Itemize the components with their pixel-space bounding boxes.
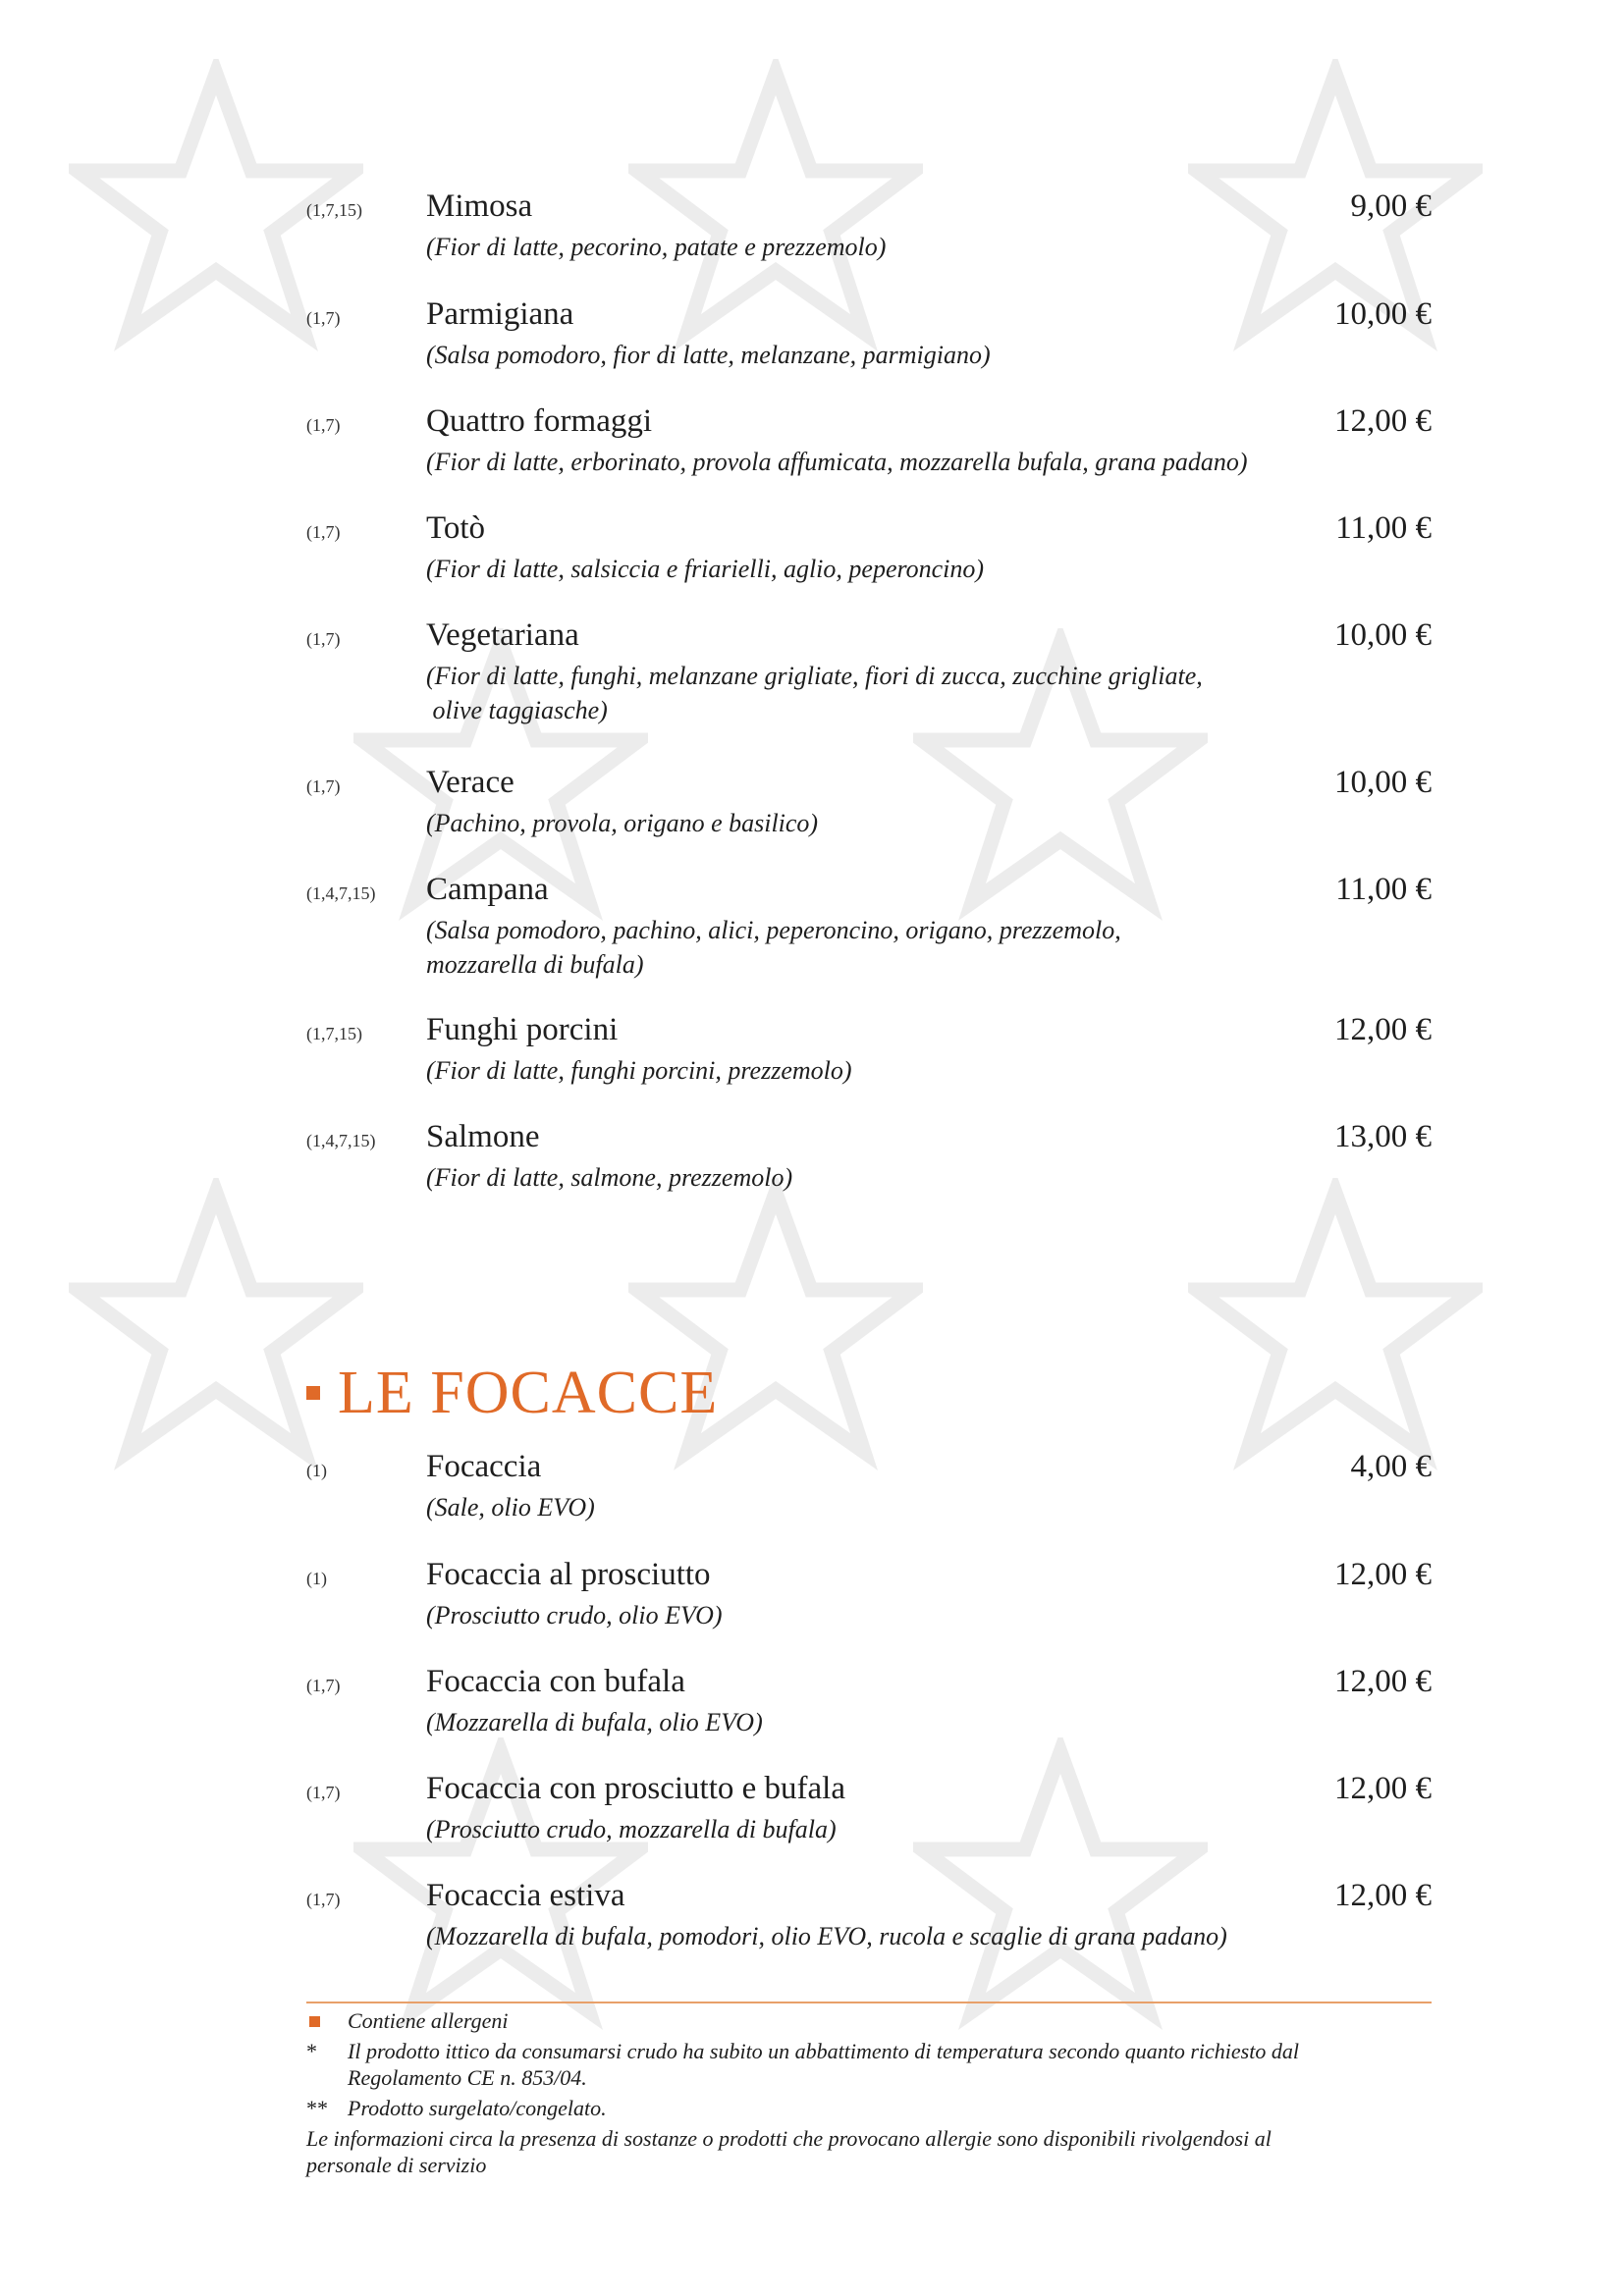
item-name: Mimosa — [426, 188, 533, 224]
item-price: 13,00 € — [1334, 1119, 1432, 1154]
item-name: Salmone — [426, 1119, 540, 1154]
item-price: 10,00 € — [1334, 765, 1432, 800]
allergen-code: (1,7) — [306, 415, 341, 435]
item-price: 9,00 € — [1350, 188, 1432, 224]
item-price: 4,00 € — [1350, 1449, 1432, 1484]
footer-divider — [306, 2002, 1432, 2003]
note-text: Il prodotto ittico da consumarsi crudo ha subito un abbattimento di temperatura secondo quanto richiesto dal — [348, 2039, 1299, 2063]
item-description: (Fior di latte, funghi porcini, prezzemolo) — [426, 1056, 852, 1085]
item-description: (Fior di latte, erborinato, provola affumicata, mozzarella bufala, grana padano) — [426, 448, 1248, 476]
allergen-code: (1,7) — [306, 1676, 341, 1695]
allergen-code: (1,7) — [306, 522, 341, 542]
item-name: Quattro formaggi — [426, 403, 653, 439]
footer-notes — [306, 2007, 1432, 2178]
allergen-code: (1,7) — [306, 308, 341, 328]
item-price: 12,00 € — [1334, 1878, 1432, 1913]
item-description-line: mozzarella di bufala) — [426, 950, 644, 979]
item-name: Focaccia al prosciutto — [426, 1557, 711, 1592]
item-description — [426, 913, 1271, 982]
double-asterisk-mark: ** — [306, 2096, 328, 2120]
item-price: 12,00 € — [1334, 1557, 1432, 1592]
item-description: (Mozzarella di bufala, pomodori, olio EVO, rucola e scaglie di grana padano) — [426, 1922, 1227, 1950]
note-text: Le informazioni circa la presenza di sostanze o prodotti che provocano allergie sono disponibili rivolgendosi al — [306, 2126, 1272, 2151]
note-allergy-info — [306, 2125, 1432, 2178]
item-name: Campana — [426, 872, 549, 907]
item-description: (Pachino, provola, origano e basilico) — [426, 809, 819, 837]
allergen-code: (1,7) — [306, 1890, 341, 1909]
allergen-code: (1,7) — [306, 629, 341, 649]
item-description: (Salsa pomodoro, fior di latte, melanzane, parmigiano) — [426, 341, 991, 369]
item-price: 12,00 € — [1334, 1664, 1432, 1699]
item-description-line: (Fior di latte, funghi, melanzane grigliate, fiori di zucca, zucchine grigliate, — [426, 662, 1203, 690]
item-price: 12,00 € — [1334, 1012, 1432, 1047]
item-name: Focaccia estiva — [426, 1878, 625, 1913]
item-name: Funghi porcini — [426, 1012, 619, 1047]
item-name: Verace — [426, 765, 514, 800]
section-title-text: LE FOCACCE — [338, 1360, 719, 1426]
square-bullet-icon — [306, 1386, 320, 1400]
allergen-code: (1) — [306, 1461, 327, 1480]
allergen-code: (1,7) — [306, 776, 341, 796]
item-price: 10,00 € — [1334, 296, 1432, 332]
note-raw-fish — [306, 2038, 1432, 2091]
item-price: 11,00 € — [1335, 510, 1432, 546]
note-text: Contiene allergeni — [348, 2008, 509, 2033]
note-text: Regolamento CE n. 853/04. — [348, 2065, 587, 2090]
watermark-logo-icon — [1188, 1178, 1483, 1472]
item-name: Parmigiana — [426, 296, 574, 332]
item-description: (Fior di latte, pecorino, patate e prezzemolo) — [426, 233, 887, 261]
note-text: Prodotto surgelato/congelato. — [348, 2096, 607, 2120]
item-description: (Sale, olio EVO) — [426, 1493, 595, 1522]
note-frozen — [306, 2095, 1432, 2121]
section-title-focacce — [306, 1359, 718, 1427]
item-name: Focaccia con prosciutto e bufala — [426, 1771, 845, 1806]
item-name: Focaccia con bufala — [426, 1664, 685, 1699]
item-description: (Fior di latte, salmone, prezzemolo) — [426, 1163, 793, 1192]
item-name: Focaccia — [426, 1449, 542, 1484]
allergen-code: (1,4,7,15) — [306, 1131, 376, 1150]
allergen-code: (1) — [306, 1569, 327, 1588]
watermark-logo-icon — [69, 1178, 363, 1472]
item-price: 11,00 € — [1335, 872, 1432, 907]
item-description-line: (Salsa pomodoro, pachino, alici, peperoncino, origano, prezzemolo, — [426, 916, 1121, 944]
allergen-code: (1,4,7,15) — [306, 883, 376, 903]
item-description: (Mozzarella di bufala, olio EVO) — [426, 1708, 763, 1736]
square-bullet-icon — [309, 2016, 320, 2027]
watermark-logo-icon — [913, 1737, 1208, 2032]
item-price: 12,00 € — [1334, 403, 1432, 439]
watermark-logo-icon — [628, 59, 923, 353]
item-price: 10,00 € — [1334, 617, 1432, 653]
note-allergen — [306, 2007, 1432, 2034]
watermark-logo-icon — [628, 1178, 923, 1472]
item-price: 12,00 € — [1334, 1771, 1432, 1806]
item-name: Vegetariana — [426, 617, 579, 653]
item-description — [426, 659, 1271, 727]
note-text: personale di servizio — [306, 2153, 487, 2177]
asterisk-mark: * — [306, 2039, 317, 2063]
allergen-code: (1,7,15) — [306, 1024, 362, 1043]
item-description-line: olive taggiasche) — [426, 696, 608, 724]
allergen-code: (1,7) — [306, 1783, 341, 1802]
item-description: (Prosciutto crudo, olio EVO) — [426, 1601, 723, 1629]
item-description: (Prosciutto crudo, mozzarella di bufala) — [426, 1815, 837, 1843]
item-name: Totò — [426, 510, 486, 546]
allergen-code: (1,7,15) — [306, 200, 362, 220]
item-description: (Fior di latte, salsiccia e friarielli, aglio, peperoncino) — [426, 555, 985, 583]
